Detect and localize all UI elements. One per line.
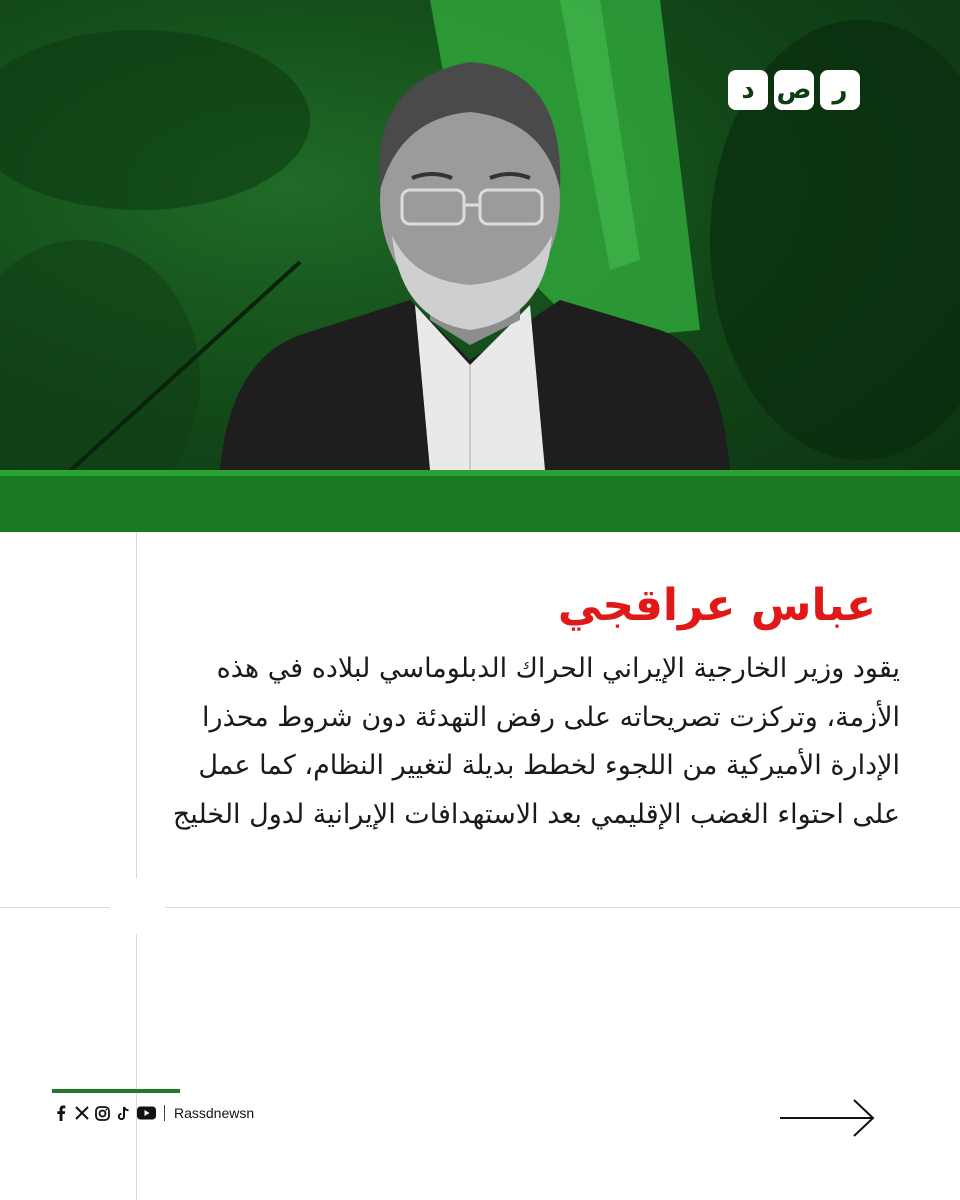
divider	[165, 907, 960, 908]
divider	[136, 934, 137, 1200]
logo-letter: ص	[774, 70, 814, 110]
hero-photo	[0, 0, 960, 532]
x-icon[interactable]	[73, 1103, 90, 1123]
account-handle[interactable]: Rassdnewsn	[174, 1105, 255, 1121]
logo-letter: ر	[820, 70, 860, 110]
social-links	[52, 1102, 254, 1124]
next-arrow-icon[interactable]	[778, 1096, 878, 1140]
brand-logo	[728, 70, 860, 110]
youtube-icon[interactable]	[136, 1103, 156, 1123]
tiktok-icon[interactable]	[115, 1103, 132, 1123]
footer-accent-bar	[52, 1089, 180, 1093]
person-name-heading: عباس عراقجي	[557, 580, 876, 631]
article-body: يقود وزير الخارجية الإيراني الحراك الدبلوماسي لبلاده في هذه الأزمة، وتركزت تصريحاته على رفض التهدئة دون شروط محذرا الإدارة الأميركية من اللجوء لخطط بديلة لتغيير النظام، كما عمل على احتواء الغضب الإقليمي بعد الاستهدافات الإيرانية لدول الخليج	[172, 653, 900, 830]
separator	[164, 1105, 165, 1121]
facebook-icon[interactable]	[52, 1103, 69, 1123]
divider	[136, 532, 137, 878]
divider	[0, 907, 110, 908]
logo-letter: د	[728, 70, 768, 110]
instagram-icon[interactable]	[94, 1103, 111, 1123]
